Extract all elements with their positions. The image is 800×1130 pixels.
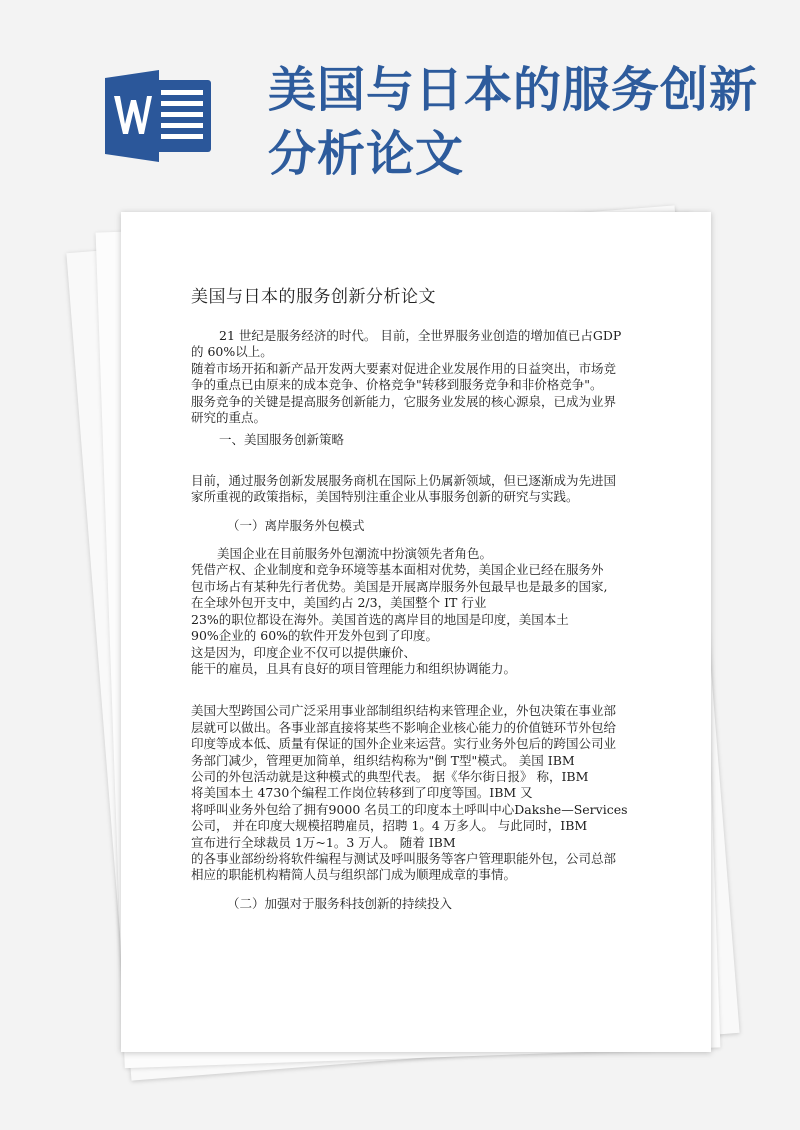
paragraph-line: 家所重视的政策指标，美国特别注重企业从事服务创新的研究与实践。 [191,489,579,505]
cover-title-line-2: 分析论文 [268,126,465,182]
spacer [191,449,635,473]
paragraph-line: 公司， 并在印度大规模招聘雇员，招聘 1。4 万多人。 与此同时，IBM [191,818,588,834]
paragraph-line: 包市场占有某种先行者优势。美国是开展离岸服务外包最早也是最多的国家, [191,578,608,594]
paragraph-line: 服务竞争的关键是提高服务创新能力，它服务业发展的核心源泉，已成为业界 [191,393,617,409]
subsection-heading: （一）离岸服务外包模式 [227,517,365,533]
paragraph-line: 研究的重点。 [191,410,267,426]
paragraph-line: 务部门减少，管理更加简单，组织结构称为"倒 T型"模式。 美国 IBM [191,752,575,768]
paragraph-line: 公司的外包活动就是这种模式的典型代表。 据《华尔街日报》 称，IBM [191,768,589,784]
cover-title-line-1: 美国与日本的服务创新 [268,62,759,118]
paragraph-line: 争的重点已由原来的成本竞争、价格竞争"转移到服务竞争和非价格竞争"。 [191,377,603,393]
document-title: 美国与日本的服务创新分析论文 [191,287,436,307]
paragraph-line: 美国企业在目前服务外包潮流中扮演领先者角色。 [217,546,493,562]
paragraph-line: 凭借产权、企业制度和竞争环境等基本面相对优势，美国企业已经在服务外 [191,562,604,578]
spacer [191,884,635,896]
paragraph-line: 宣布进行全球裁员 1万~1。3 万人。 随着 IBM [191,834,456,850]
paragraph-line: 将呼叫业务外包给了拥有9000 名员工的印度本土呼叫中心Dakshe—Services [191,801,628,817]
paragraph-line: 目前，通过服务创新发展服务商机在国际上仍属新领域，但已逐渐成为先进国 [191,472,617,488]
subsection-heading: （二）加强对于服务科技创新的持续投入 [227,895,453,911]
paragraph-line: 层就可以做出。各事业部直接将某些不影响企业核心能力的价值链环节外包给 [191,719,617,735]
paragraph-line: 将美国本土 4730个编程工作岗位转移到了印度等国。IBM 又 [191,785,533,801]
paragraph-line: 23%的职位都设在海外。美国首选的离岸目的地国是印度，美国本土 [191,611,569,627]
paragraph-line: 这是因为，印度企业不仅可以提供廉价、 [191,644,417,660]
spacer [191,506,635,518]
paragraph-line: 印度等成本低、质量有保证的国外企业来运营。实行业务外包后的跨国公司业 [191,736,617,752]
spacer [191,534,635,546]
paragraph-line: 21 世纪是服务经济的时代。 目前，全世界服务业创造的增加值已占GDP [219,328,622,343]
cover-title [268,58,788,186]
paragraph-line: 的 60%以上。 [191,344,273,360]
paragraph-line: 90%企业的 60%的软件开发外包到了印度。 [191,628,439,644]
paragraph-line: 美国大型跨国公司广泛采用事业部制组织结构来管理企业，外包决策在事业部 [191,703,617,719]
word-icon [105,70,213,162]
document-body [191,328,635,912]
paragraph-line: 在全球外包开支中，美国约占 2/3，美国整个 IT 行业 [191,595,487,611]
paragraph-line: 的各事业部纷纷将软件编程与测试及呼叫服务等客户管理职能外包，公司总部 [191,850,617,866]
section-heading: 一、美国服务创新策略 [219,432,345,448]
paragraph-line: 随着市场开拓和新产品开发两大要素对促进企业发展作用的日益突出，市场竞 [191,360,617,376]
paragraph-line: 能干的雇员，且具有良好的项目管理能力和组织协调能力。 [191,660,517,676]
spacer [191,677,635,703]
paragraph-line: 相应的职能机构精简人员与组织部门成为顺理成章的事情。 [191,867,517,883]
document-page [121,212,711,1052]
